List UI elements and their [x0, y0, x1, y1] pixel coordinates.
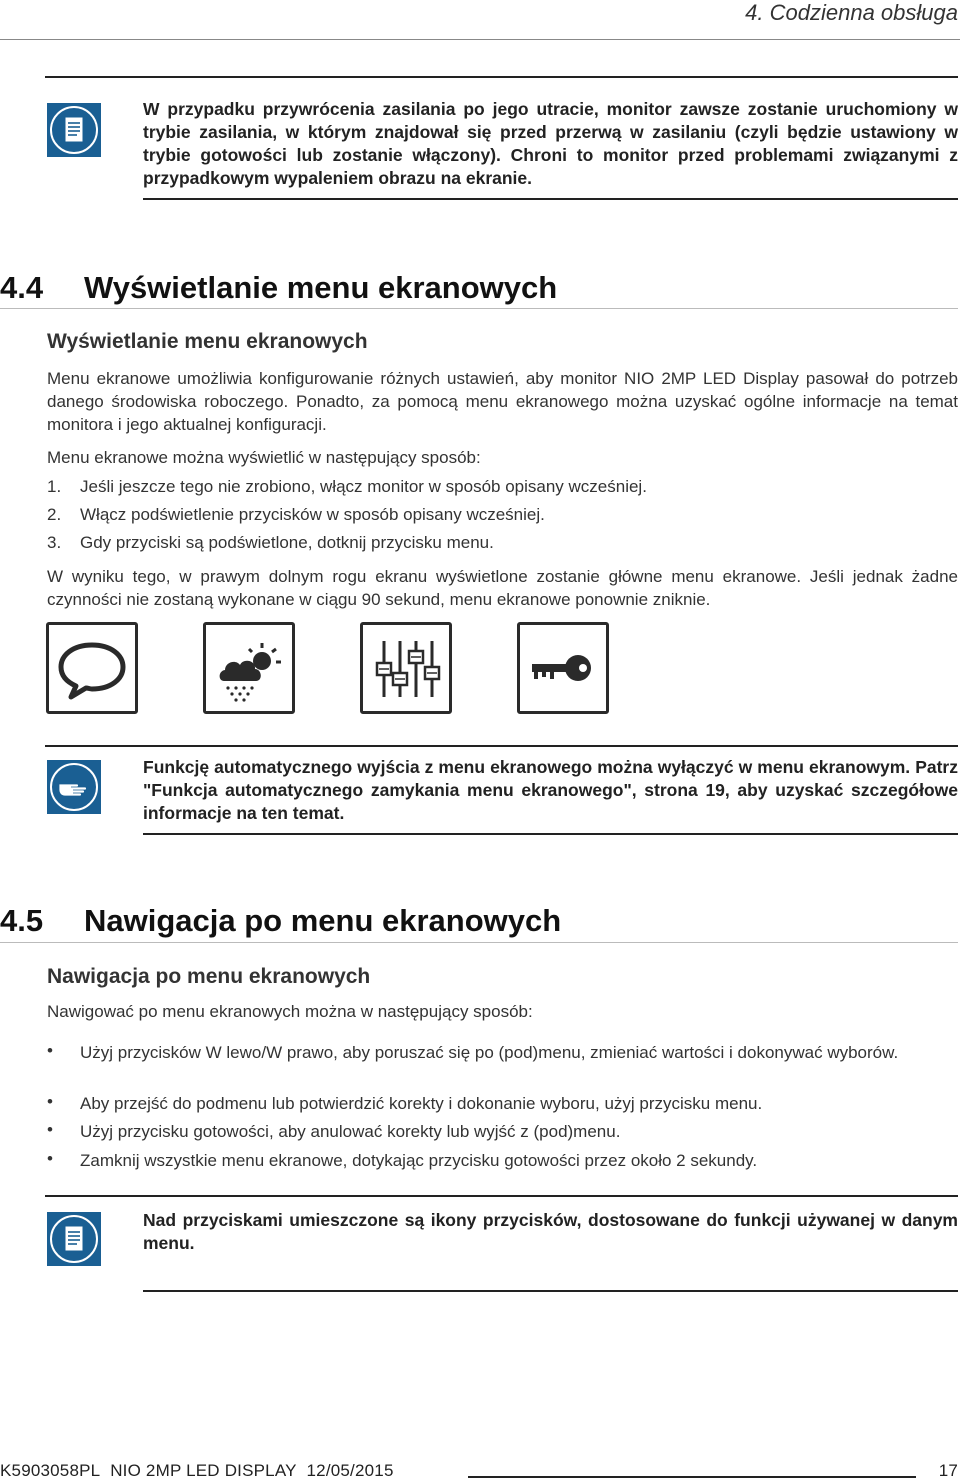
- tip-top-rule: [45, 745, 958, 747]
- menu-icon-key: [517, 622, 609, 714]
- paragraph-nav-intro: Nawigować po menu ekranowych można w następujący sposób:: [47, 1002, 533, 1021]
- section-number: 4.5: [0, 903, 44, 938]
- weather-icon: [206, 625, 292, 711]
- paragraph-intro: Menu ekranowe umożliwia konfigurowanie różnych ustawień, aby monitor NIO 2MP LED Display pasował do potrzeb danego środowiska roboczego. Ponadto, za pomocą menu ekranowego można uzyskać ogólne informacje na temat monitora i jego aktualnej konfiguracji.: [47, 369, 958, 434]
- section-title-text: Wyświetlanie menu ekranowych: [84, 270, 558, 305]
- note-bottom-rule: [143, 198, 958, 200]
- footer-rule: [468, 1476, 916, 1478]
- step-1: 1. Jeśli jeszcze tego nie zrobiono, włącz monitor w sposób opisany wcześniej.: [47, 477, 647, 496]
- tip-icon: [47, 760, 101, 814]
- section-title-text: Nawigacja po menu ekranowych: [84, 903, 562, 938]
- step-3: 3. Gdy przyciski są podświetlone, dotknij przycisku menu.: [47, 533, 494, 552]
- note-text: W przypadku przywrócenia zasilania po jego utracie, monitor zawsze zostanie uruchomiony w trybie zasilania, w którym znajdował się przed przerwą w zasilaniu (czyli będzie ustawiony w trybie gotowości lub zostanie włączony). Chroni to monitor przed problemami związanymi z przypadkowym wypaleniem obrazu na ekranie.: [143, 99, 958, 188]
- speech-bubble-icon: [49, 625, 135, 711]
- tip-bottom-rule: [143, 833, 958, 835]
- step-2: 2. Włącz podświetlenie przycisków w sposób opisany wcześniej.: [47, 505, 545, 524]
- bullet-dot: •: [47, 1092, 53, 1111]
- footer-docinfo: [0, 1461, 394, 1481]
- footer-page-number: 17: [938, 1461, 958, 1480]
- section-rule: [0, 942, 958, 943]
- bullet-dot: •: [47, 1120, 53, 1139]
- bullet-item: Aby przejść do podmenu lub potwierdzić korekty i dokonanie wyboru, użyj przycisku menu.: [80, 1094, 763, 1113]
- section-rule: [0, 308, 958, 309]
- section-number: 4.4: [0, 270, 44, 305]
- bullet-item: Użyj przycisków W lewo/W prawo, aby poruszać się po (pod)menu, zmieniać wartości i dokonywać wyborów.: [80, 1043, 899, 1062]
- bullet-dot: •: [47, 1041, 53, 1060]
- bullet-item: Zamknij wszystkie menu ekranowe, dotykając przycisku gotowości przez około 2 sekundy.: [80, 1151, 758, 1170]
- note-top-rule: [45, 76, 958, 78]
- bullet-dot: •: [47, 1149, 53, 1168]
- paragraph-result: W wyniku tego, w prawym dolnym rogu ekranu wyświetlone zostanie główne menu ekranowe. Jeśli jednak żadne czynności nie zostaną wykonane w ciągu 90 sekund, menu ekranowe ponownie zniknie.: [47, 567, 958, 609]
- note-icon: [47, 103, 101, 157]
- note-top-rule: [45, 1195, 958, 1197]
- section-title-4-5: [0, 903, 960, 939]
- footer-date: 12/05/2015: [306, 1461, 394, 1480]
- pointing-hand-icon: [47, 760, 101, 814]
- footer-product: NIO 2MP LED DISPLAY: [110, 1461, 297, 1480]
- tip-text: Funkcję automatycznego wyjścia z menu ekranowego można wyłączyć w menu ekranowym. Patrz "Funkcja automatycznego zamykania menu ekranowego", strona 19, aby uzyskać szczegółowe informacje na ten temat.: [143, 757, 958, 823]
- subsection-title: Nawigacja po menu ekranowych: [47, 965, 371, 988]
- header-rule: [0, 39, 960, 40]
- note-icon: [47, 1212, 101, 1266]
- footer-docid: K5903058PL: [0, 1461, 101, 1480]
- key-icon: [520, 625, 606, 711]
- menu-icon-speech: [46, 622, 138, 714]
- menu-icon-sliders: [360, 622, 452, 714]
- subsection-title: Wyświetlanie menu ekranowych: [47, 330, 368, 353]
- bullet-item: Użyj przycisku gotowości, aby anulować korekty lub wyjść z (pod)menu.: [80, 1122, 621, 1141]
- section-title-4-4: [0, 270, 960, 306]
- menu-icon-weather: [203, 622, 295, 714]
- paragraph-how: Menu ekranowe można wyświetlić w następujący sposób:: [47, 448, 481, 467]
- chapter-header: 4. Codzienna obsługa: [745, 0, 958, 25]
- sliders-icon: [363, 625, 449, 711]
- note-bottom-rule: [143, 1290, 958, 1292]
- note-text: Nad przyciskami umieszczone są ikony przycisków, dostosowane do funkcji używanej w danym menu.: [143, 1210, 958, 1253]
